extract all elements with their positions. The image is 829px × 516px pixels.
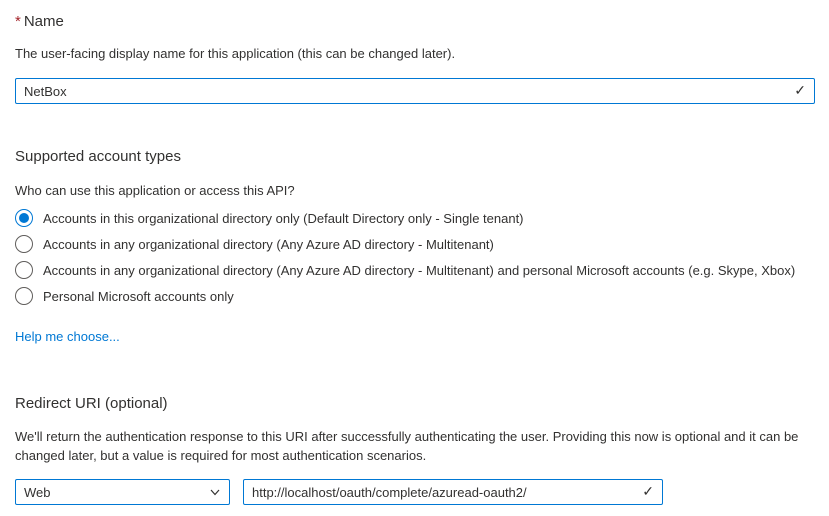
chevron-down-icon: [209, 486, 221, 498]
name-label: Name: [23, 13, 64, 30]
radio-option-multitenant-personal[interactable]: [15, 257, 815, 283]
radio-option-label: Accounts in any organizational directory (Any Azure AD directory - Multitenant) and personal Microsoft accounts (e.g. Skype, Xbox): [43, 262, 796, 278]
redirect-uri-heading: Redirect URI (optional): [15, 395, 168, 412]
checkmark-icon: ✓: [642, 483, 654, 499]
radio-option-single-tenant[interactable]: [15, 205, 815, 231]
redirect-uri-row: [15, 479, 815, 505]
name-description: The user-facing display name for this application (this can be changed later).: [15, 46, 456, 61]
checkmark-icon: ✓: [794, 82, 806, 98]
radio-circle-icon: [15, 261, 33, 279]
redirect-uri-description: We'll return the authentication response to this URI after successfully authenticating the user. Providing this now is optional and it can be changed later, but a value is required for most authentication scenarios.: [15, 429, 799, 463]
radio-option-personal-only[interactable]: [15, 283, 815, 309]
radio-circle-icon: [15, 209, 33, 227]
account-types-radio-group: [15, 205, 815, 309]
radio-circle-icon: [15, 287, 33, 305]
redirect-uri-input[interactable]: [243, 479, 663, 505]
redirect-uri-input-wrap: [243, 479, 663, 505]
name-input-wrap: [15, 78, 815, 104]
required-marker: *: [15, 13, 21, 30]
radio-option-label: Accounts in any organizational directory (Any Azure AD directory - Multitenant): [43, 236, 494, 252]
account-types-heading: Supported account types: [15, 148, 181, 165]
radio-circle-icon: [15, 235, 33, 253]
radio-option-multitenant[interactable]: [15, 231, 815, 257]
account-types-question: Who can use this application or access this API?: [15, 183, 295, 198]
platform-select[interactable]: [15, 479, 230, 505]
radio-option-label: Personal Microsoft accounts only: [43, 288, 234, 304]
radio-option-label: Accounts in this organizational directory only (Default Directory only - Single tenant): [43, 210, 524, 226]
name-input[interactable]: [15, 78, 815, 104]
help-me-choose-link[interactable]: Help me choose...: [15, 329, 120, 344]
platform-select-value: Web: [24, 484, 51, 500]
name-section-heading: [15, 12, 815, 32]
